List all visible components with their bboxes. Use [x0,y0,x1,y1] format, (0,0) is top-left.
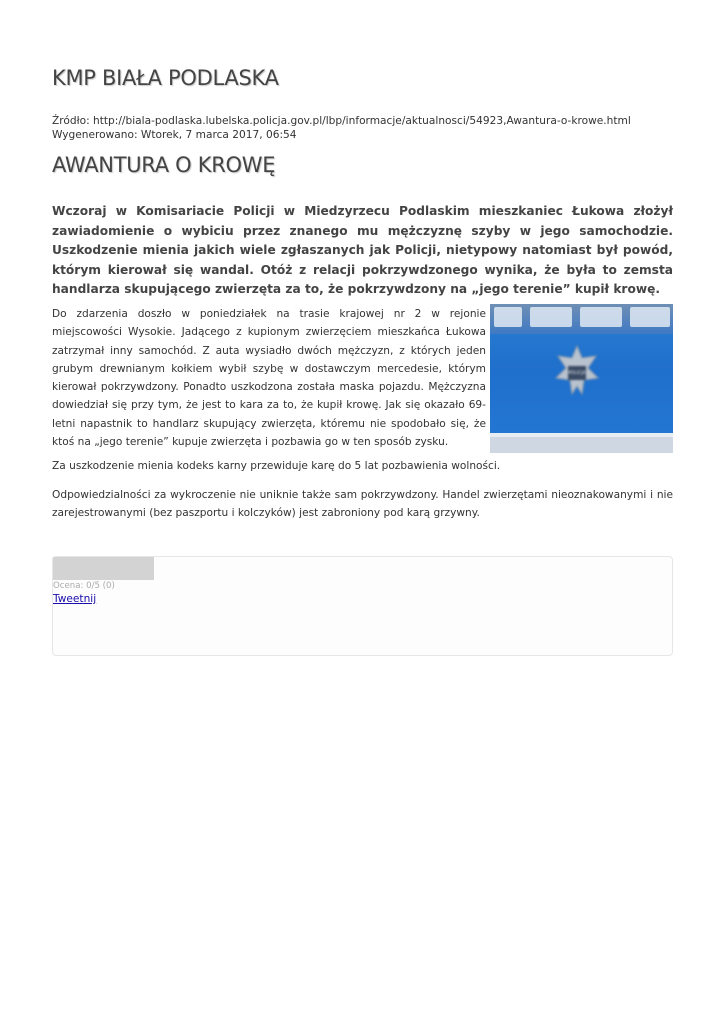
photo-window [630,307,670,327]
tweet-link[interactable]: Tweetnij [53,593,97,605]
rating-label: Ocena: 0/5 (0) [53,581,115,591]
article-paragraph: Za uszkodzenie mienia kodeks karny przewiduje karę do 5 lat pozbawienia wolności. [52,460,501,472]
badge-text: POLICJA [568,371,586,376]
photo-top-band [490,304,673,334]
rating-stars-bar[interactable] [53,557,154,580]
photo-window [580,307,622,327]
article-paragraph: Odpowiedzialności za wykroczenie nie uniknie także sam pokrzywdzony. Handel zwierzętami nieoznakowanymi i nie zarejestrowanymi (bez paszportu i kolczyków) jest zabroniony pod karą grzywny. [52,489,673,520]
rating-box [52,556,673,656]
article-photo [490,304,673,453]
photo-stripe [490,437,673,453]
photo-window [530,307,572,327]
photo-window [494,307,522,327]
meta-info [52,114,631,142]
article-paragraph: Do zdarzenia doszło w poniedziałek na trasie krajowej nr 2 w rejonie miejscowości Wysokie. Jadącego z kupionym zwierzęciem mieszkańca Łukowa zatrzymał inny samochód. Z auta wysiadło dwóch mężczyzn, z których jeden grubym drewnianym kołkiem wybił szybę w dostawczym mercedesie, którym kierował pokrzywdzony. Ponadto uszkodzona została maska pojazdu. Mężczyzna dowiedział się przy tym, że jest to kara za to, że kupił krowę. Jak się okazało 69-letni napastnik to handlarz skupujący zwierzęta, któremu nie spodobało się, że ktoś na „jego terenie” kupuje zwierzęta i pozbawia go w ten sposób zysku. [52,308,486,449]
source-url: Źródło: http://biala-podlaska.lubelska.policja.gov.pl/lbp/informacje/aktualnosci/54923,Awantura-o-krowe.html [52,115,631,127]
article-lead: Wczoraj w Komisariacie Policji w Miedzyrzecu Podlaskim mieszkaniec Łukowa złożył zawiadomienie o wybiciu przez znanego mu mężczyznę szyby w jego samochodzie. Uszkodzenie mienia jakich wiele zgłaszanych jak Policji, nietypowy natomiast był powód, którym kierował się wandal. Otóż z relacji pokrzywdzonego wynika, że była to zemsta handlarza skupującego zwierzęta za to, że pokrzywdzony na „jego terenie” kupił krowę. [52,204,673,296]
generated-date: Wygenerowano: Wtorek, 7 marca 2017, 06:54 [52,129,297,141]
police-star-icon [554,344,600,398]
article-title: AWANTURA O KROWĘ [52,153,276,177]
site-title: KMP BIAŁA PODLASKA [52,66,279,90]
